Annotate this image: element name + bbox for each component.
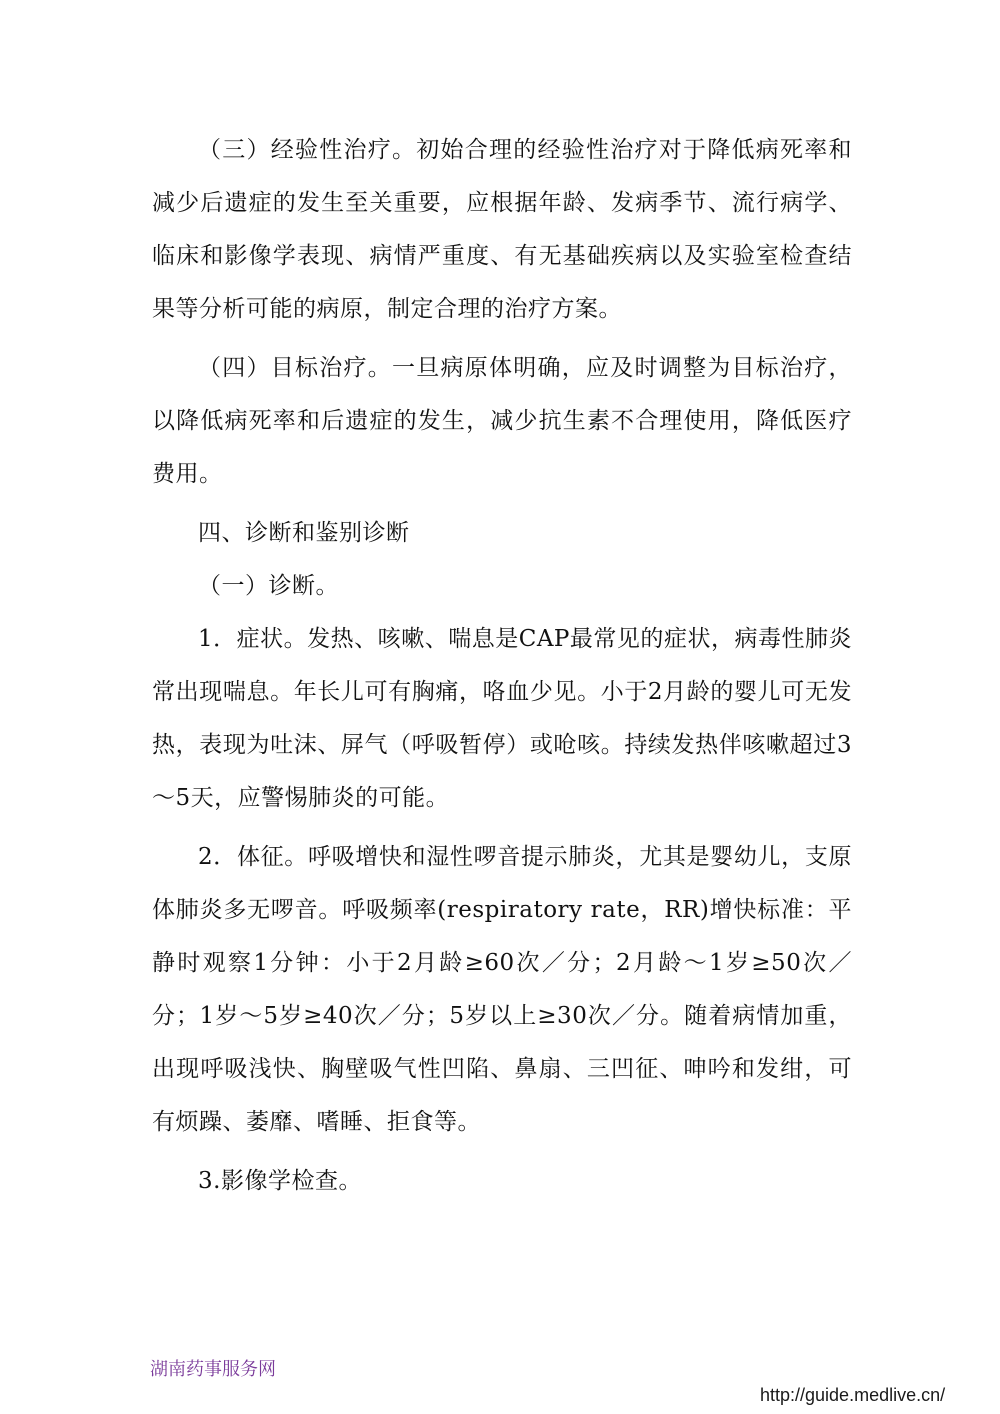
paragraph-empirical-treatment: （三）经验性治疗。初始合理的经验性治疗对于降低病死率和减少后遗症的发生至关重要，应根据年龄、发病季节、流行病学、临床和影像学表现、病情严重度、有无基础疾病以及实验室检查结果等分析可能的病原，制定合理的治疗方案。 (152, 137, 852, 322)
paragraph-signs: 2．体征。呼吸增快和湿性啰音提示肺炎，尤其是婴幼儿，支原体肺炎多无啰音。呼吸频率(respiratory rate，RR)增快标准：平静时观察1分钟：小于2月龄≥60次／分；2月龄～1岁≥50次／分；1岁～5岁≥40次／分；5岁以上≥30次／分。随着病情加重，出现呼吸浅快、胸壁吸气性凹陷、鼻扇、三凹征、呻吟和发绀，可有烦躁、萎靡、嗜睡、拒食等。 (152, 844, 853, 1135)
paragraph-symptoms: 1．症状。发热、咳嗽、喘息是CAP最常见的症状，病毒性肺炎常出现喘息。年长儿可有胸痛，咯血少见。小于2月龄的婴儿可无发热，表现为吐沫、屏气（呼吸暂停）或呛咳。持续发热伴咳嗽超过3～5天，应警惕肺炎的可能。 (152, 626, 852, 811)
paragraph-imaging: 3.影像学检查。 (198, 1168, 362, 1194)
footer-site-name: 湖南药事服务网 (150, 1359, 276, 1380)
footer-url-link[interactable]: http://guide.medlive.cn/ (760, 1385, 946, 1405)
paragraph-targeted-treatment: （四）目标治疗。一旦病原体明确，应及时调整为目标治疗，以降低病死率和后遗症的发生，减少抗生素不合理使用，降低医疗费用。 (152, 355, 852, 487)
section-heading-diagnosis: 四、诊断和鉴别诊断 (198, 520, 410, 546)
document-body (152, 124, 852, 1208)
subsection-heading-diagnosis: （一）诊断。 (198, 573, 339, 599)
